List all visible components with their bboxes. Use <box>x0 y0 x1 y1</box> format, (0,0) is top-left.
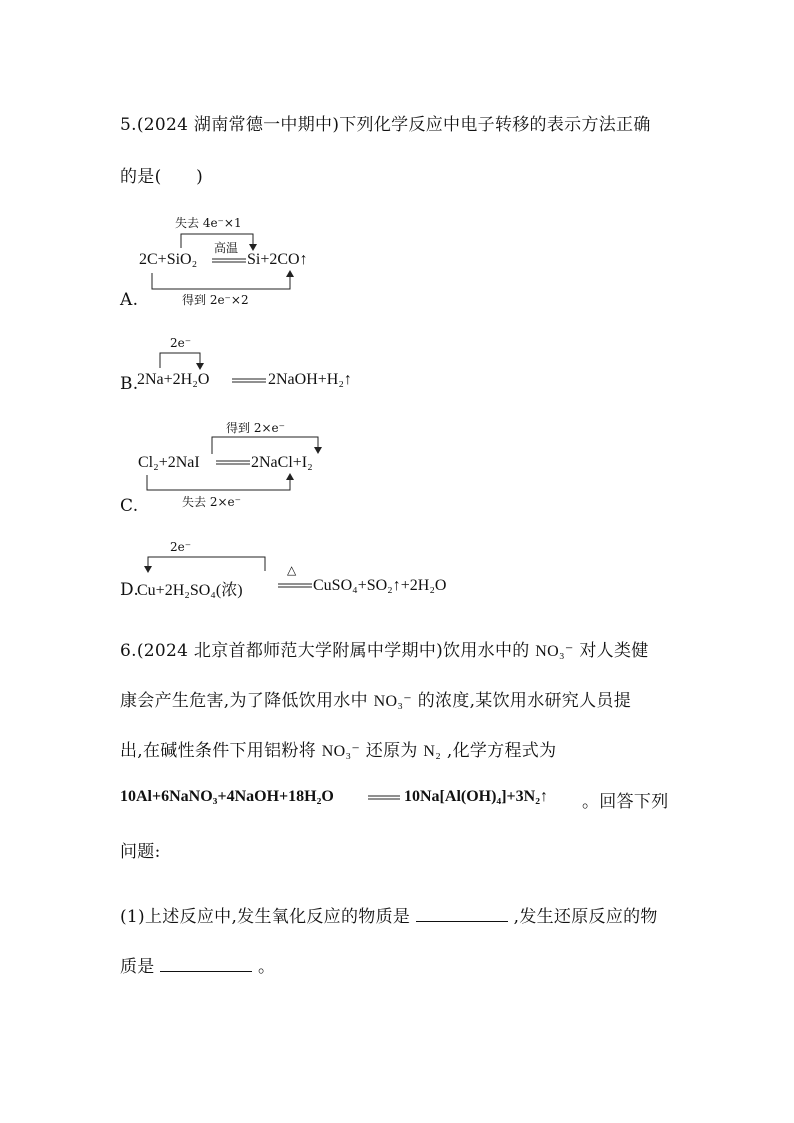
option-a-lhs: 2C+SiO₂ <box>139 251 198 268</box>
option-c-bottom-label: 失去 2×e⁻ <box>182 495 241 509</box>
answer-blank-oxidized[interactable] <box>416 920 508 922</box>
option-a-letter: A. <box>120 290 139 310</box>
q6-line1-b: 对人类健 <box>579 641 649 661</box>
option-a-bottom-label: 得到 2e⁻×2 <box>182 293 249 307</box>
option-c-letter: C. <box>120 496 139 516</box>
q6-equation-lhs: 10Al+6NaNO₃+4NaOH+18H₂O <box>120 788 334 805</box>
q6-sub1-d: 。 <box>258 957 276 977</box>
q6-line2-a: 康会产生危害,为了降低饮用水中 <box>120 691 368 711</box>
option-b-lhs: 2Na+2H₂O <box>137 371 210 388</box>
q6-line2-b: 的浓度,某饮用水研究人员提 <box>417 691 631 711</box>
q6-sub1-a: (1)上述反应中,发生氧化反应的物质是 <box>120 907 411 927</box>
option-d-lhs: Cu+2H₂SO₄(浓) <box>137 582 243 599</box>
q6-sub1-line1 <box>120 902 658 927</box>
answer-blank-reduced[interactable] <box>160 970 252 972</box>
q6-line1-a: 6.(2024 北京首都师范大学附属中学期中)饮用水中的 <box>120 641 530 661</box>
option-d-condition: △ <box>287 563 297 577</box>
q6-line3-b: 还原为 <box>365 741 418 761</box>
option-a-rhs: Si+2CO↑ <box>247 251 308 268</box>
option-a-condition: 高温 <box>214 241 239 255</box>
option-d-letter: D. <box>120 580 140 600</box>
q5-stem-line1: 5.(2024 湖南常德一中期中)下列化学反应中电子转移的表示方法正确 <box>120 115 651 135</box>
option-b-rhs: 2NaOH+H₂↑ <box>268 371 352 388</box>
q6-equation-rhs: 10Na[Al(OH)₄]+3N₂↑ <box>404 788 549 805</box>
q6-equation-tail: 。回答下列 <box>582 792 669 812</box>
option-d-rhs: CuSO₄+SO₂↑+2H₂O <box>313 577 447 594</box>
q6-sub1-c: 质是 <box>120 957 155 977</box>
option-c-top-label: 得到 2×e⁻ <box>226 421 285 435</box>
q6-sub1-b: ,发生还原反应的物 <box>513 907 658 927</box>
q6-n2: N₂ <box>423 743 442 760</box>
option-d-top-label: 2e⁻ <box>170 540 192 554</box>
q6-no3-2: NO₃⁻ <box>373 693 412 710</box>
option-c-rhs: 2NaCl+I₂ <box>251 454 313 471</box>
q5-stem-line2: 的是( ) <box>120 167 204 187</box>
q6-line5: 问题: <box>120 842 161 862</box>
q6-line3-a: 出,在碱性条件下用铝粉将 <box>120 741 317 761</box>
q6-sub1-line2 <box>120 952 275 977</box>
q6-no3-1: NO₃⁻ <box>535 643 574 660</box>
option-c-lhs: Cl₂+2NaI <box>138 454 200 471</box>
q6-line3-c: ,化学方程式为 <box>446 741 557 761</box>
option-a-top-label: 失去 4e⁻×1 <box>175 216 242 230</box>
q6-no3-3: NO₃⁻ <box>321 743 361 760</box>
option-b-letter: B. <box>120 374 139 394</box>
option-b-top-label: 2e⁻ <box>170 336 192 350</box>
